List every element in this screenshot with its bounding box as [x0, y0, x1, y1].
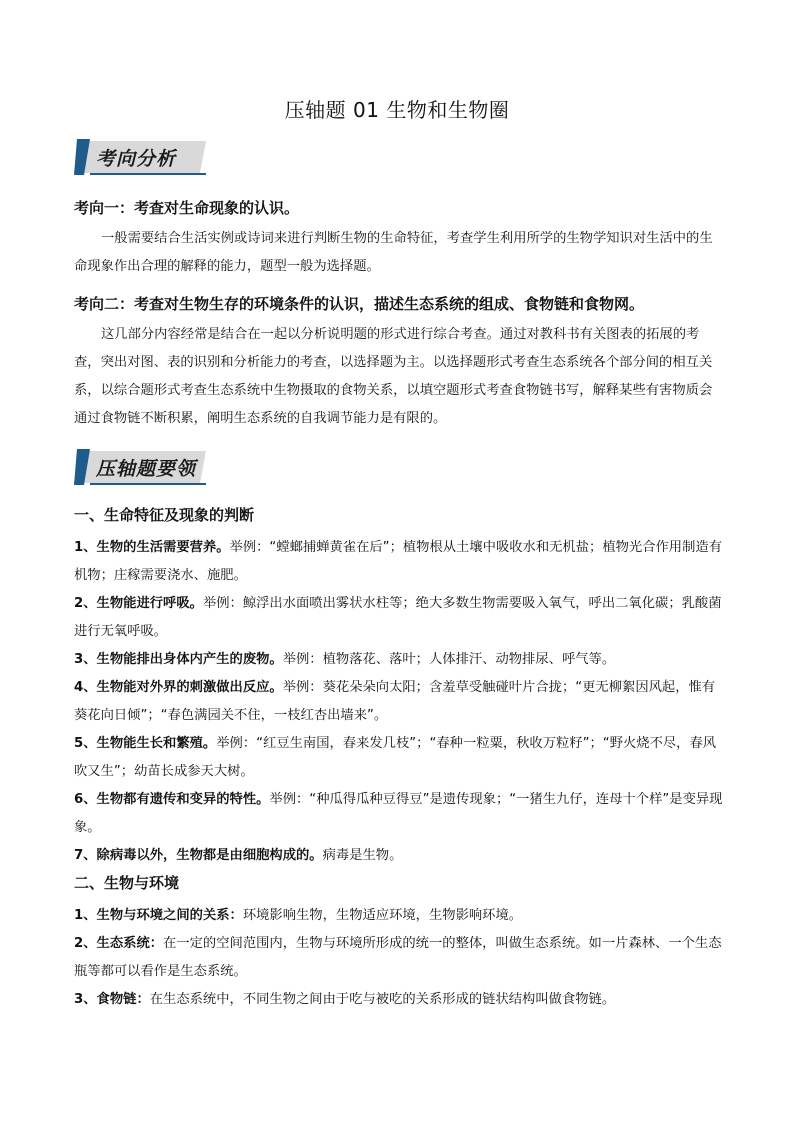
- list-item: [74, 590, 724, 646]
- list-item: [74, 534, 724, 590]
- item-text: 举例：“红豆生南国，春来发几枝”；“春种一粒粟，秋收万粒籽”；“野火烧不尽，春风吹又生”；幼苗长成参天大树。: [74, 736, 717, 779]
- item-text: 举例：葵花朵朵向太阳；含羞草受触碰叶片合拢；“更无柳絮因风起，惟有葵花向日倾”；“春色满园关不住，一枝红杏出墙来”。: [74, 680, 716, 723]
- kaoxiang-2-paragraph: 这几部分内容经常是结合在一起以分析说明题的形式进行综合考查。通过对教科书有关图表的拓展的考查，突出对图、表的识别和分析能力的考查，以选择题为主。以选择题形式考查生态系统各个部分间的相互关系，以综合题形式考查生态系统中生物摄取的食物关系，以填空题形式考查食物链书写，解释某些有害物质会通过食物链不断积累，阐明生态系统的自我调节能力是有限的。: [74, 327, 713, 426]
- list-item: [74, 730, 724, 786]
- list-item: [74, 646, 724, 674]
- item-lead: 6、生物都有遗传和变异的特性。: [74, 792, 270, 807]
- item-lead: 2、生态系统：: [74, 936, 164, 951]
- item-text: 环境影响生物，生物适应环境，生物影响环境。: [242, 908, 523, 923]
- item-text: 病毒是生物。: [322, 848, 403, 863]
- item-text: 举例：“种瓜得瓜种豆得豆”是遗传现象；“一猪生九仔，连母十个样”是变异现象。: [74, 792, 723, 835]
- list-item: [74, 674, 724, 730]
- item-lead: 1、生物与环境之间的关系：: [74, 908, 243, 923]
- banner-label: 考向分析: [96, 148, 177, 170]
- item-text: 举例：鲸浮出水面喷出雾状水柱等；绝大多数生物需要吸入氧气，呼出二氧化碳；乳酸菌进行无氧呼吸。: [74, 596, 722, 639]
- list-item: [74, 930, 724, 986]
- item-text: 在一定的空间范围内，生物与环境所形成的统一的整体，叫做生态系统。如一片森林、一个生态瓶等都可以看作是生态系统。: [74, 936, 722, 979]
- item-text: 在生态系统中，不同生物之间由于吃与被吃的关系形成的链状结构叫做食物链。: [149, 992, 616, 1007]
- section-1-heading: 一、生命特征及现象的判断: [74, 506, 255, 524]
- section-1: [74, 504, 724, 870]
- banner-label: 压轴题要领: [96, 458, 197, 480]
- section-banner-yaozhou: [74, 447, 214, 487]
- item-text: 举例：植物落花、落叶；人体排汗、动物排尿、呼气等。: [282, 652, 616, 667]
- list-item: [74, 902, 724, 930]
- item-lead: 4、生物能对外界的刺激做出反应。: [74, 680, 283, 695]
- item-lead: 7、除病毒以外，生物都是由细胞构成的。: [74, 848, 323, 863]
- section-2: [74, 872, 724, 1014]
- section-2-heading: 二、生物与环境: [74, 874, 180, 892]
- item-lead: 3、食物链：: [74, 992, 150, 1007]
- item-lead: 5、生物能生长和繁殖。: [74, 736, 217, 751]
- item-lead: 3、生物能排出身体内产生的废物。: [74, 652, 283, 667]
- item-lead: 1、生物的生活需要营养。: [74, 540, 230, 555]
- list-item: [74, 986, 724, 1014]
- item-text: 举例：“螳螂捕蝉黄雀在后”；植物根从土壤中吸收水和无机盐；植物光合作用制造有机物；庄稼需要浇水、施肥。: [74, 540, 722, 583]
- kaoxiang-2: [74, 293, 724, 433]
- list-item: [74, 842, 724, 870]
- section-banner-kaoxiang: [74, 137, 214, 177]
- page-title: 压轴题 01 生物和生物圈: [284, 98, 510, 122]
- list-item: [74, 786, 724, 842]
- item-lead: 2、生物能进行呼吸。: [74, 596, 203, 611]
- kaoxiang-1-paragraph: 一般需要结合生活实例或诗词来进行判断生物的生命特征，考查学生利用所学的生物学知识对生活中的生命现象作出合理的解释的能力，题型一般为选择题。: [74, 231, 713, 274]
- kaoxiang-2-heading: 考向二：考查对生物生存的环境条件的认识，描述生态系统的组成、食物链和食物网。: [74, 295, 645, 313]
- kaoxiang-1-heading: 考向一：考查对生命现象的认识。: [74, 199, 300, 217]
- kaoxiang-1: [74, 197, 724, 281]
